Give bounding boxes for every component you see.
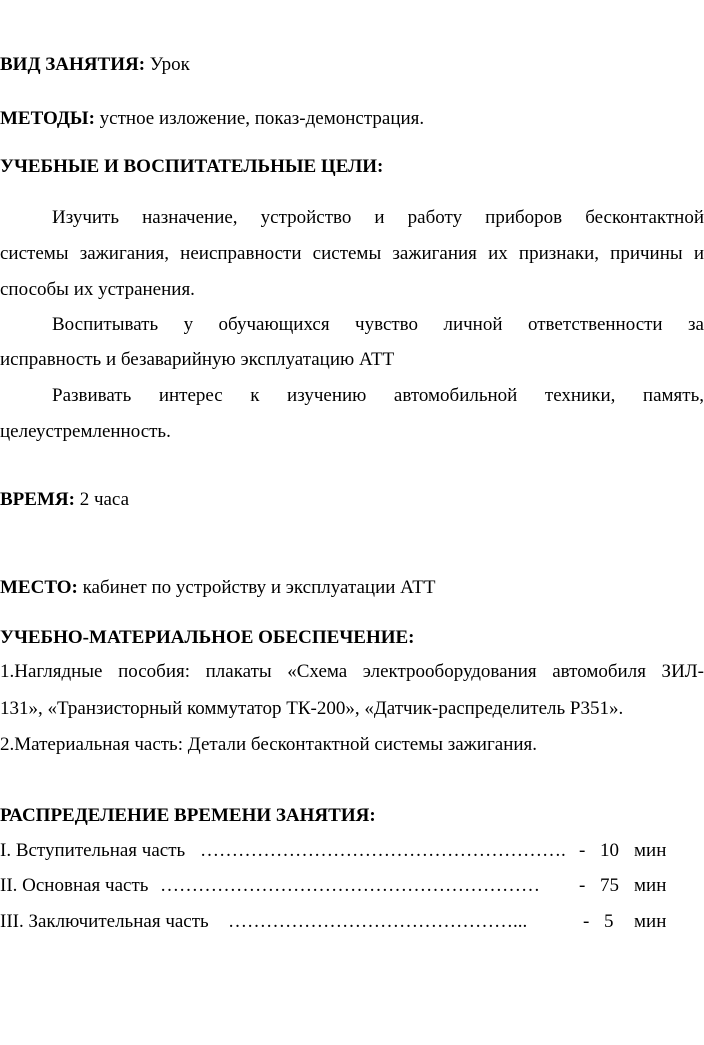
distribution-row-dash: - xyxy=(579,840,586,861)
goals-line-1: Изучить назначение, устройство и работу приборов бесконтактной xyxy=(52,207,704,228)
goals-heading: УЧЕБНЫЕ И ВОСПИТАТЕЛЬНЫЕ ЦЕЛИ: xyxy=(0,156,384,177)
distribution-row-minutes: 75 xyxy=(600,875,619,896)
distribution-heading: РАСПРЕДЕЛЕНИЕ ВРЕМЕНИ ЗАНЯТИЯ: xyxy=(0,805,376,826)
goals-line-6: Развивать интерес к изучению автомобильной техники, память, xyxy=(52,385,704,406)
distribution-row-dots: …………………………………………………. xyxy=(200,840,566,861)
goals-line-4: Воспитывать у обучающихся чувство личной ответственности за xyxy=(52,314,704,335)
distribution-row-unit: мин xyxy=(634,911,667,932)
time-line xyxy=(0,488,704,512)
place-value: кабинет по устройству и эксплуатации АТТ xyxy=(77,577,436,598)
place-label: МЕСТО: xyxy=(0,577,78,598)
methods-value: устное изложение, показ-демонстрация. xyxy=(94,108,425,129)
goals-line-5: исправность и безаварийную эксплуатацию АТТ xyxy=(0,349,395,370)
goals-line-7: целеустремленность. xyxy=(0,421,171,442)
goals-line-2: системы зажигания, неисправности системы зажигания их признаки, причины и xyxy=(0,243,704,264)
distribution-row-intro xyxy=(0,839,704,863)
materials-line-3: 2.Материальная часть: Детали бесконтактной системы зажигания. xyxy=(0,734,538,755)
distribution-row-name: II. Основная часть xyxy=(0,875,149,896)
materials-line-1: 1.Наглядные пособия: плакаты «Схема электрооборудования автомобиля ЗИЛ- xyxy=(0,661,704,682)
distribution-row-name: III. Заключительная часть xyxy=(0,911,209,932)
materials-heading: УЧЕБНО-МАТЕРИАЛЬНОЕ ОБЕСПЕЧЕНИЕ: xyxy=(0,627,415,648)
distribution-row-dash: - xyxy=(583,911,590,932)
distribution-row-dots: ………………………………………... xyxy=(228,911,528,932)
time-label: ВРЕМЯ: xyxy=(0,489,75,510)
distribution-row-dots: …………………………………………………… xyxy=(160,875,540,896)
distribution-row-main xyxy=(0,874,704,898)
distribution-row-dash: - xyxy=(579,875,586,896)
distribution-row-minutes: 10 xyxy=(600,840,619,861)
distribution-row-unit: мин xyxy=(634,840,667,861)
methods-label: МЕТОДЫ: xyxy=(0,108,95,129)
distribution-row-unit: мин xyxy=(634,875,667,896)
lesson-type-label: ВИД ЗАНЯТИЯ: xyxy=(0,54,146,75)
goals-line-3: способы их устранения. xyxy=(0,279,195,300)
lesson-type-line xyxy=(0,53,704,77)
materials-line-2: 131», «Транзисторный коммутатор ТК-200», «Датчик-распределитель Р351». xyxy=(0,698,624,719)
place-line xyxy=(0,576,704,600)
time-value: 2 часа xyxy=(74,489,130,510)
lesson-type-value: Урок xyxy=(145,54,190,75)
distribution-row-name: I. Вступительная часть xyxy=(0,840,186,861)
distribution-row-minutes: 5 xyxy=(604,911,614,932)
methods-line xyxy=(0,107,704,131)
distribution-row-final xyxy=(0,910,704,934)
